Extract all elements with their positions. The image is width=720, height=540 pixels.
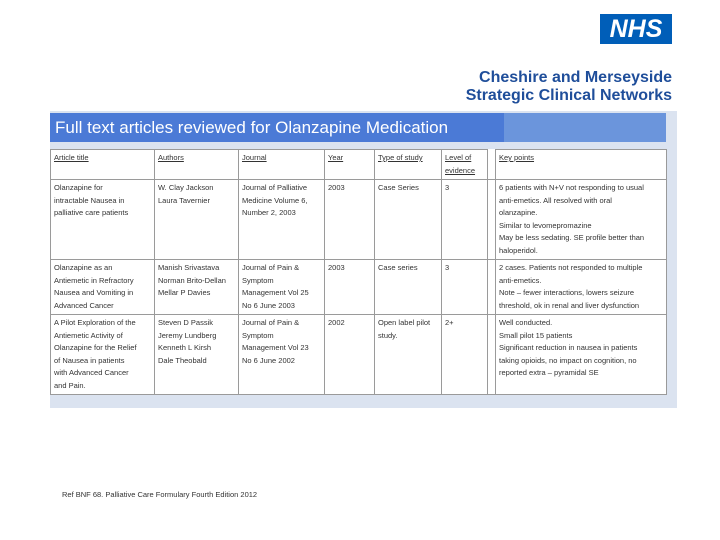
cell-line: Similar to levomepromazine	[499, 220, 592, 230]
cell-line: Case series	[378, 263, 418, 272]
cell-key-points	[496, 260, 667, 315]
cell-line: Well conducted.	[499, 318, 553, 327]
cell-line: Advanced Cancer	[54, 300, 114, 310]
org-line-2: Strategic Clinical Networks	[465, 87, 672, 104]
slide-title: Full text articles reviewed for Olanzapine Medication	[50, 113, 504, 142]
cell-line: Case Series	[378, 183, 419, 192]
cell-key-points	[496, 315, 667, 395]
cell-line: Symptom	[242, 275, 274, 285]
cell-line: 2 cases. Patients not responded to multiple	[499, 263, 643, 272]
cell-authors	[155, 315, 239, 395]
cell-authors	[155, 260, 239, 315]
cell-line: olanzapine.	[499, 208, 538, 217]
cell-line: Laura Tavernier	[158, 195, 210, 205]
header-journal: Journal	[239, 150, 325, 180]
cell-line: of Nausea in patients	[54, 355, 125, 365]
cell-line: Antiemetic Activity of	[54, 330, 123, 340]
cell-article-title	[51, 260, 155, 315]
cell-article-title	[51, 180, 155, 260]
header-level-of-evidence: Level of evidence	[442, 150, 488, 180]
articles-table	[50, 149, 667, 395]
cell-line: Journal of Pain &	[242, 318, 300, 327]
cell-line: and Pain.	[54, 380, 86, 390]
cell-line: Steven D Passik	[158, 318, 214, 327]
cell-line: May be less sedating. SE profile better than	[499, 233, 645, 242]
cell-journal	[239, 315, 325, 395]
column-gap	[488, 315, 496, 395]
cell-level-of-evidence: 2+	[442, 315, 488, 395]
cell-line: anti-emetics. All resolved with oral	[499, 195, 612, 205]
header-year: Year	[325, 150, 375, 180]
cell-line: Norman Brito-Dellan	[158, 275, 226, 285]
cell-year: 2003	[325, 260, 375, 315]
cell-line: Open label pilot	[378, 318, 431, 327]
title-bar-extension	[504, 113, 666, 142]
column-gap	[488, 260, 496, 315]
cell-type-of-study	[375, 315, 442, 395]
cell-line: No 6 June 2003	[242, 300, 295, 310]
cell-journal	[239, 260, 325, 315]
column-gap	[488, 150, 496, 180]
reference-note: Ref BNF 68. Palliative Care Formulary Fourth Edition 2012	[62, 490, 258, 499]
cell-line: Number 2, 2003	[242, 208, 296, 217]
cell-type-of-study	[375, 180, 442, 260]
cell-line: Small pilot 15 patients	[499, 330, 573, 340]
cell-article-title	[51, 315, 155, 395]
cell-line: Management Vol 23	[242, 343, 309, 352]
cell-journal	[239, 180, 325, 260]
cell-line: threshold, ok in renal and liver dysfunction	[499, 300, 640, 310]
header-article-title: Article title	[51, 150, 155, 180]
cell-line: intractable Nausea in	[54, 195, 125, 205]
cell-line: Olanzapine as an	[54, 263, 113, 272]
cell-year: 2003	[325, 180, 375, 260]
cell-line: Nausea and Vomiting in	[54, 288, 134, 297]
cell-line: reported extra – pyramidal SE	[499, 368, 599, 377]
cell-line: Management Vol 25	[242, 288, 309, 297]
cell-key-points	[496, 180, 667, 260]
cell-line: Note – fewer interactions, lowers seizure	[499, 288, 635, 297]
cell-line: Medicine Volume 6,	[242, 195, 308, 205]
cell-line: palliative care patients	[54, 208, 129, 217]
cell-line: Olanzapine for the Relief	[54, 343, 137, 352]
cell-line: Journal of Pain &	[242, 263, 300, 272]
cell-year: 2002	[325, 315, 375, 395]
cell-line: A Pilot Exploration of the	[54, 318, 136, 327]
cell-line: Mellar P Davies	[158, 288, 211, 297]
cell-line: No 6 June 2002	[242, 355, 295, 365]
cell-line: Journal of Palliative	[242, 183, 308, 192]
header-type-of-study: Type of study	[375, 150, 442, 180]
cell-line: taking opioids, no impact on cognition, no	[499, 355, 637, 365]
org-line-1: Cheshire and Merseyside	[479, 69, 672, 86]
cell-line: Jeremy Lundberg	[158, 330, 217, 340]
table-row	[51, 315, 667, 395]
cell-line: Kenneth L Kirsh	[158, 343, 212, 352]
cell-line: Olanzapine for	[54, 183, 103, 192]
cell-line: with Advanced Cancer	[54, 368, 129, 377]
table-row	[51, 260, 667, 315]
column-gap	[488, 180, 496, 260]
cell-line: Significant reduction in nausea in patients	[499, 343, 638, 352]
cell-line: W. Clay Jackson	[158, 183, 214, 192]
table-header-row	[51, 150, 667, 180]
organization-name	[466, 69, 672, 105]
cell-type-of-study	[375, 260, 442, 315]
cell-line: 6 patients with N+V not responding to usual	[499, 183, 644, 192]
cell-line: haloperidol.	[499, 245, 538, 255]
table-row	[51, 180, 667, 260]
cell-level-of-evidence: 3	[442, 180, 488, 260]
cell-line: Symptom	[242, 330, 274, 340]
nhs-logo: NHS	[600, 14, 672, 44]
cell-authors	[155, 180, 239, 260]
cell-level-of-evidence: 3	[442, 260, 488, 315]
cell-line: Dale Theobald	[158, 355, 207, 365]
cell-line: Antiemetic in Refractory	[54, 275, 134, 285]
cell-line: Manish Srivastava	[158, 263, 220, 272]
cell-line: study.	[378, 330, 398, 340]
header-key-points: Key points	[496, 150, 667, 180]
cell-line: anti-emetics.	[499, 275, 542, 285]
header-authors: Authors	[155, 150, 239, 180]
